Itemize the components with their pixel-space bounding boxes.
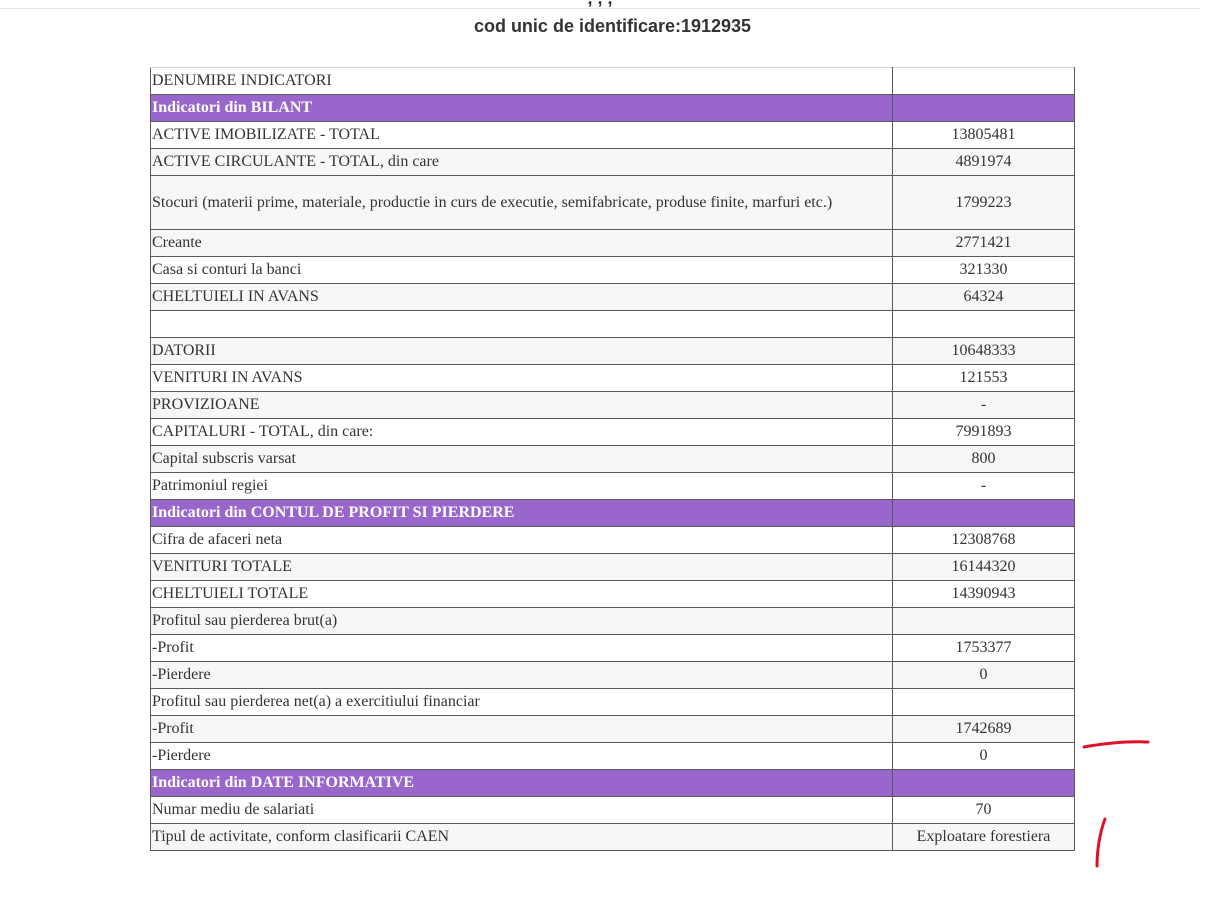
indicator-value (893, 770, 1075, 797)
indicator-label: Casa si conturi la banci (151, 257, 893, 284)
indicator-value: Exploatare forestiera (893, 824, 1075, 851)
table-row (151, 743, 1075, 770)
indicator-label: CAPITALURI - TOTAL, din care: (151, 419, 893, 446)
table-row (151, 230, 1075, 257)
top-bar (0, 0, 1200, 9)
indicator-value: 800 (893, 446, 1075, 473)
indicator-value (893, 608, 1075, 635)
indicator-value (893, 311, 1075, 338)
table-row (151, 527, 1075, 554)
indicator-label: -Pierdere (151, 743, 893, 770)
table-row (151, 662, 1075, 689)
indicators-table (150, 67, 1075, 851)
table-row (151, 473, 1075, 500)
indicator-value: 121553 (893, 365, 1075, 392)
table-row (151, 284, 1075, 311)
indicator-value (893, 95, 1075, 122)
indicator-value: - (893, 473, 1075, 500)
red-underline-mark (1084, 742, 1148, 747)
indicator-value: 12308768 (893, 527, 1075, 554)
table-row (151, 635, 1075, 662)
indicator-value (893, 689, 1075, 716)
indicator-value: 10648333 (893, 338, 1075, 365)
indicator-label: DENUMIRE INDICATORI (151, 68, 893, 95)
indicator-label: VENITURI IN AVANS (151, 365, 893, 392)
indicator-label: Tipul de activitate, conform clasificarii CAEN (151, 824, 893, 851)
indicator-value: 4891974 (893, 149, 1075, 176)
table-row (151, 419, 1075, 446)
indicator-value: 70 (893, 797, 1075, 824)
table-row (151, 149, 1075, 176)
indicator-label: Patrimoniul regiei (151, 473, 893, 500)
indicator-value: 321330 (893, 257, 1075, 284)
indicator-label: Cifra de afaceri neta (151, 527, 893, 554)
indicator-value: 16144320 (893, 554, 1075, 581)
indicator-label: -Profit (151, 635, 893, 662)
indicator-value: 1799223 (893, 176, 1075, 230)
indicator-value: - (893, 392, 1075, 419)
table-row (151, 716, 1075, 743)
indicator-label: -Pierdere (151, 662, 893, 689)
indicator-label: Profitul sau pierderea net(a) a exercitiului financiar (151, 689, 893, 716)
indicator-value: 1753377 (893, 635, 1075, 662)
indicator-label: CHELTUIELI IN AVANS (151, 284, 893, 311)
indicator-value (893, 500, 1075, 527)
table-row (151, 689, 1075, 716)
indicator-value: 14390943 (893, 581, 1075, 608)
indicator-value: 7991893 (893, 419, 1075, 446)
table-row (151, 446, 1075, 473)
indicator-label: ACTIVE IMOBILIZATE - TOTAL (151, 122, 893, 149)
indicator-label: VENITURI TOTALE (151, 554, 893, 581)
section-title: Indicatori din CONTUL DE PROFIT SI PIERDERE (151, 500, 893, 527)
indicator-label: PROVIZIOANE (151, 392, 893, 419)
indicator-value (893, 68, 1075, 95)
indicator-label (151, 311, 893, 338)
section-title: Indicatori din BILANT (151, 95, 893, 122)
table-row (151, 257, 1075, 284)
section-title: Indicatori din DATE INFORMATIVE (151, 770, 893, 797)
header-row (151, 68, 1075, 95)
table-row (151, 554, 1075, 581)
table-row (151, 122, 1075, 149)
table-row (151, 338, 1075, 365)
table-row (151, 608, 1075, 635)
table-row (151, 311, 1075, 338)
indicator-value: 0 (893, 662, 1075, 689)
indicator-label: Profitul sau pierderea brut(a) (151, 608, 893, 635)
indicator-label: Numar mediu de salariati (151, 797, 893, 824)
table-row (151, 797, 1075, 824)
indicator-label: DATORII (151, 338, 893, 365)
company-id-title: cod unic de identificare:1912935 (473, 16, 752, 36)
table-row (151, 176, 1075, 230)
indicator-label: ACTIVE CIRCULANTE - TOTAL, din care (151, 149, 893, 176)
table-row (151, 824, 1075, 851)
section-row (151, 500, 1075, 527)
table-row (151, 581, 1075, 608)
indicator-value: 0 (893, 743, 1075, 770)
table-row (151, 392, 1075, 419)
partial-top-text (0, 0, 1200, 6)
indicator-value: 13805481 (893, 122, 1075, 149)
indicator-value: 64324 (893, 284, 1075, 311)
indicator-label: Capital subscris varsat (151, 446, 893, 473)
indicator-value: 2771421 (893, 230, 1075, 257)
indicators-table-body (151, 68, 1075, 851)
indicator-value: 1742689 (893, 716, 1075, 743)
section-row (151, 770, 1075, 797)
section-row (151, 95, 1075, 122)
red-vertical-mark (1097, 819, 1105, 866)
table-row (151, 365, 1075, 392)
indicator-label: Creante (151, 230, 893, 257)
indicator-label: CHELTUIELI TOTALE (151, 581, 893, 608)
indicator-label: Stocuri (materii prime, materiale, productie in curs de executie, semifabricate, produse finite, marfuri etc.) (151, 176, 893, 230)
indicator-label: -Profit (151, 716, 893, 743)
